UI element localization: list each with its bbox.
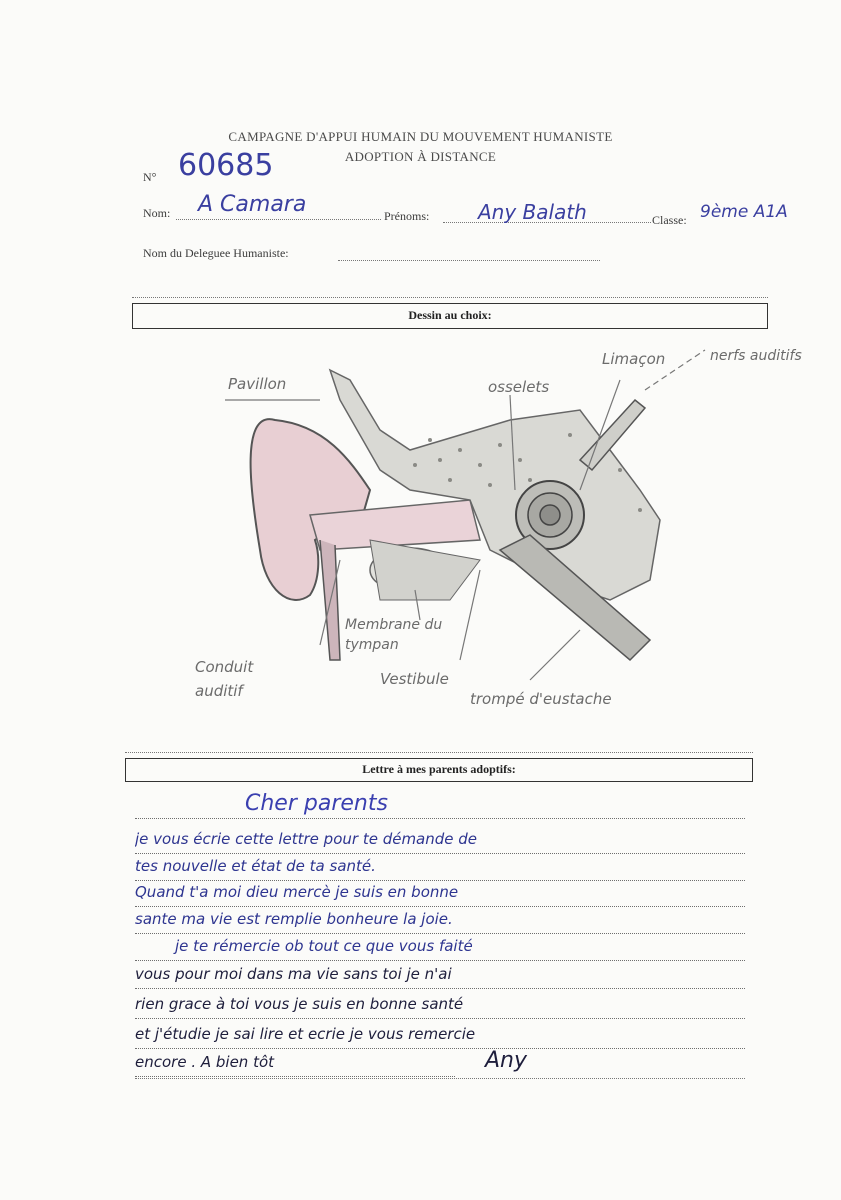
classe-value: 9ème A1A (700, 202, 788, 222)
label-osselets: osselets (488, 378, 550, 396)
drawing-section-title: Dessin au choix: (132, 303, 768, 329)
classe-label: Classe: (652, 213, 687, 227)
letter-line: sante ma vie est remplie bonheure la joie. (135, 905, 745, 934)
drawing-top-rule (132, 297, 768, 298)
letter-line: rien grace à toi vous je suis en bonne santé (135, 990, 745, 1019)
number-prefix-label: N° (143, 170, 157, 184)
label-conduit-auditif: Conduit auditif (195, 658, 254, 700)
delegue-dotted-line (338, 260, 600, 261)
prenoms-label: Prénoms: (384, 209, 430, 223)
label-trompe-eustache: trompé d'eustache (470, 690, 612, 708)
letter-section-title: Lettre à mes parents adoptifs: (125, 758, 753, 782)
letter-line: Quand t'a moi dieu mercè je suis en bonne (135, 878, 745, 907)
label-nerfs-auditifs: nerfs auditifs (710, 348, 802, 364)
letter-line: tes nouvelle et état de ta santé. (135, 852, 745, 881)
letter-line: et j'étudie je sai lire et ecrie je vous remercie (135, 1020, 745, 1049)
nom-value: A Camara (198, 192, 307, 217)
adoption-subtitle: ADOPTION À DISTANCE (344, 149, 497, 164)
label-pavillon: Pavillon (228, 375, 287, 393)
label-vestibule: Vestibule (380, 670, 449, 688)
signature: Any (485, 1048, 528, 1073)
prenoms-value: Any Balath (478, 200, 587, 224)
letter-line: vous pour moi dans ma vie sans toi je n'ai (135, 960, 745, 989)
dossier-number: 60685 (178, 148, 274, 183)
letter-top-rule (125, 752, 753, 753)
letter-last-rule (135, 1078, 745, 1079)
label-limacon: Limaçon (602, 350, 666, 368)
nom-dotted-line (176, 219, 381, 220)
nom-label: Nom: (143, 206, 171, 220)
campaign-title: CAMPAGNE D'APPUI HUMAIN DU MOUVEMENT HUMANISTE (228, 129, 613, 144)
letter-line: encore . A bien tôt (135, 1048, 455, 1077)
letter-line: je vous écrie cette lettre pour te démande de (135, 825, 745, 854)
letter-greeting: Cher parents (135, 790, 745, 819)
label-membrane-tympan: Membrane du tympan (345, 617, 443, 653)
letter-line: je te rémercie ob tout ce que vous faité (135, 932, 745, 961)
delegue-label: Nom du Deleguee Humaniste: (143, 246, 289, 260)
